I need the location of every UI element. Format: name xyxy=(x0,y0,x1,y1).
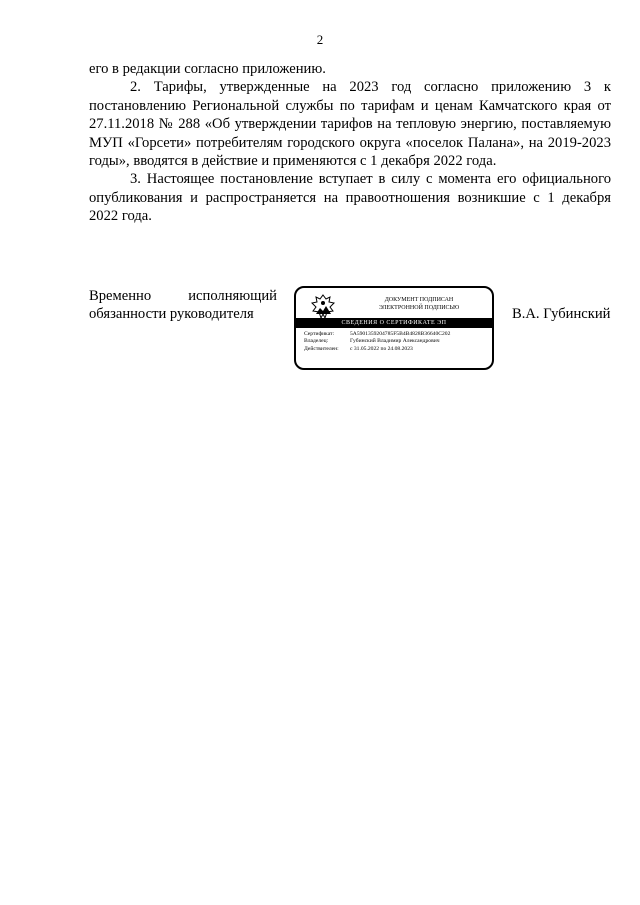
owner-label: Владелец: xyxy=(304,338,329,345)
stamp-heading-line-1: ДОКУМЕНТ ПОДПИСАН xyxy=(384,297,454,303)
signer-position-word-2: исполняющий xyxy=(188,288,277,304)
stamp-heading-line-2: ЭЛЕКТРОННОЙ ПОДПИСЬЮ xyxy=(378,305,460,311)
owner-value: Губинский Владимир Александрович xyxy=(350,338,440,345)
signer-position-word-1: Временно xyxy=(89,288,152,304)
signer-name: В.А. Губинский xyxy=(512,306,611,322)
paragraph-2: 2. Тарифы, утвержденные на 2023 год согласно приложению 3 к постановлению Региональной службы по тарифам и ценам Камчатского края от 27.11.2018 № 288 «Об утверждении тарифов на тепловую энергию, поставляемую МУП «Горсети» потребителям городского округа «поселок Палана», на 2019-2023 годы», вводятся в действие и применяются с 1 декабря 2022 года. xyxy=(89,79,611,170)
paragraph-continuation: его в редакции согласно приложению. xyxy=(89,61,326,77)
stamp-row-certificate xyxy=(304,331,490,338)
stamp-heading xyxy=(344,296,494,312)
certificate-label: Сертификат: xyxy=(304,331,335,337)
electronic-signature-stamp xyxy=(294,286,494,370)
stamp-row-validity xyxy=(304,346,490,353)
stamp-row-owner xyxy=(304,338,490,345)
signer-position-line-2: обязанности руководителя xyxy=(89,306,254,323)
certificate-value: 5A5901359204785F5B4B4828B36640C202 xyxy=(350,331,451,337)
signer-position xyxy=(89,287,277,324)
validity-label: Действителен: xyxy=(304,345,339,352)
page-number: 2 xyxy=(316,32,324,47)
document-body xyxy=(89,60,611,226)
signer-position-line-1 xyxy=(89,287,277,305)
coat-of-arms-icon xyxy=(310,294,336,320)
stamp-certificate-band: СВЕДЕНИЯ О СЕРТИФИКАТЕ ЭП xyxy=(296,318,492,328)
stamp-certificate-details xyxy=(304,331,490,353)
paragraph-3: 3. Настоящее постановление вступает в силу с момента его официального опубликования и распространяется на правоотношения возникшие с 1 декабря 2022 года. xyxy=(89,171,611,225)
validity-value: с 31.05.2022 по 24.08.2023 xyxy=(350,345,413,352)
